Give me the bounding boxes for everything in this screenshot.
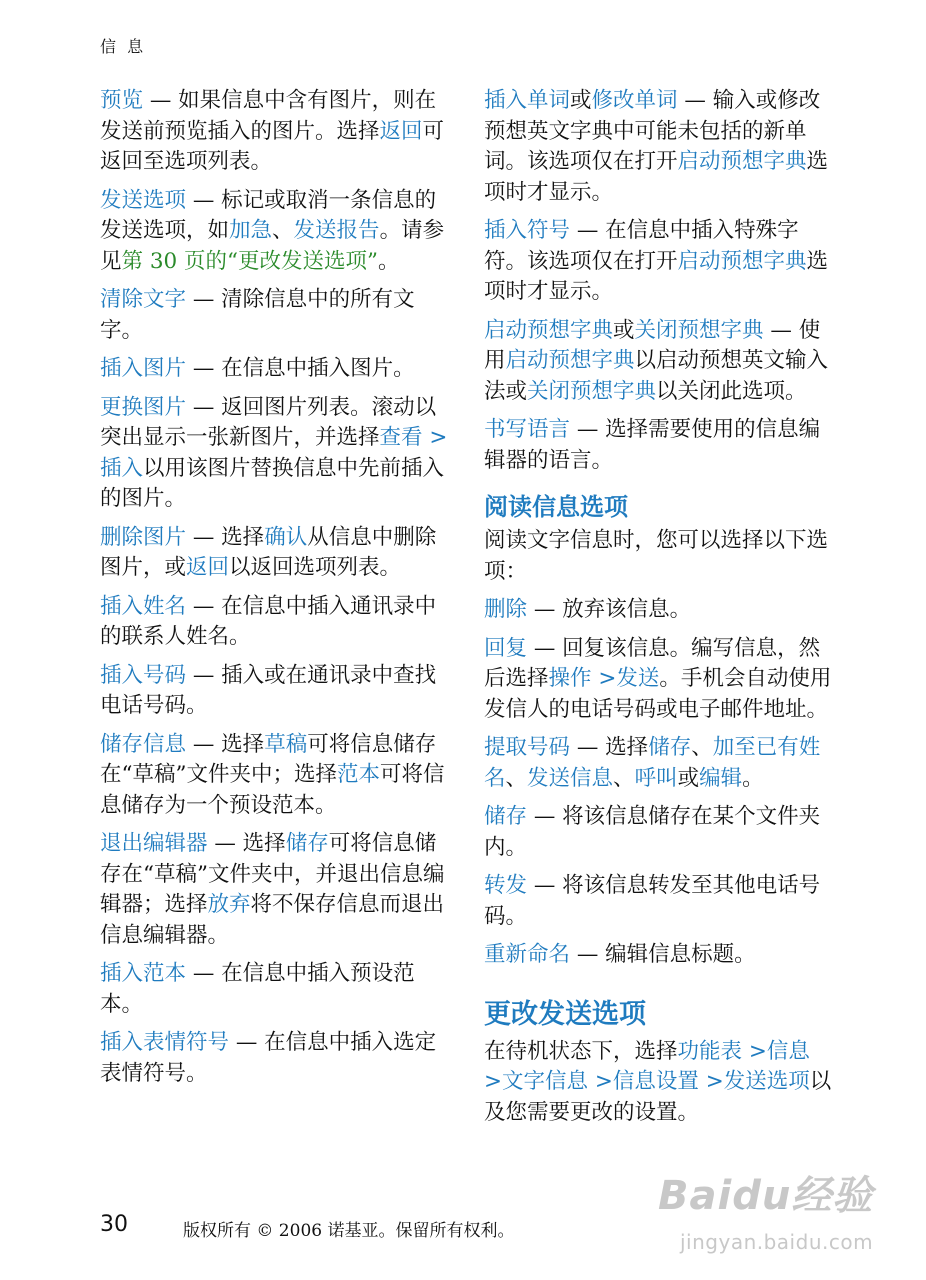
section-intro-read: 阅读文字信息时，您可以选择以下选项： [484,528,829,584]
arrow-separator: > [588,1069,613,1094]
entry-text: — 使用 [484,317,821,373]
entry-text: 。 [742,765,764,791]
term-store: 储存 [484,804,528,829]
kw-save: 储存 [648,735,692,760]
kw-back: 返回 [379,118,423,144]
entry-text: 在待机状态下，选择 [484,1038,678,1064]
entry-text: — 标记或取消一条信息的发送选项，如 [100,187,437,243]
entry-dictionary-toggle [484,316,834,408]
entry-text: — 将该信息转发至其他电话号码。 [484,873,821,929]
section-heading-change-send-options: 更改发送选项 [484,998,646,1030]
term-clear-text: 清除文字 [100,287,187,312]
term-insert-number: 插入号码 [100,662,187,688]
entry-text: 。 [378,248,400,274]
entry-text: 可将信息储存为一个预设范本。 [100,762,445,818]
entry-text: — 在信息中插入特殊字符。该选项仅在打开 [484,218,799,274]
entry-text: — 选择 [186,524,265,550]
entry-text: — 选择 [186,731,265,757]
entry-text: — 编辑信息标题。 [570,942,756,967]
term-save-message: 储存信息 [100,731,187,757]
entry-text: 、 [613,765,635,791]
entry-text: — 在信息中插入通讯录中的联系人姓名。 [100,593,437,649]
entry-rename [484,940,834,971]
kw-text-messages: 文字信息 [502,1069,589,1094]
entry-writing-language [484,415,834,476]
term-delete-picture: 删除图片 [100,524,187,550]
running-title: 信 息 [100,37,147,56]
entry-extract-number [484,733,834,794]
entry-insert-name [100,592,450,653]
entry-text: 从信息中删除图片，或 [100,524,437,580]
copyright-notice: 版权所有 © 2006 诺基亚。保留所有权利。 [183,1221,515,1241]
right-column [484,86,834,1136]
kw-save: 储存 [285,831,329,856]
arrow-separator: > [484,1069,503,1094]
entry-reply [484,634,834,726]
page-number: 30 [100,1212,128,1237]
term-rename: 重新命名 [484,942,571,967]
kw-dictionary-off: 关闭预想字典 [527,378,657,404]
kw-options: 操作 [548,666,592,691]
watermark-logo: Baidu经验 [658,1173,874,1219]
kw-view: 查看 [379,425,423,450]
left-column [100,86,450,1097]
term-change-picture: 更换图片 [100,394,187,420]
entry-text: — 选择 [570,735,649,760]
kw-confirm: 确认 [264,524,308,550]
entry-text: — 在信息中插入选定表情符号。 [100,1030,437,1086]
entry-text: 以用该图片替换信息中先前插入的图片。 [100,455,445,511]
term-extract-number: 提取号码 [484,735,571,760]
kw-edit: 编辑 [699,765,743,791]
term-exit-editor: 退出编辑器 [100,831,208,856]
entry-text: — 插入或在通讯录中查找电话号码。 [100,662,437,718]
term-send-options: 发送选项 [100,187,187,213]
entry-change-picture [100,393,450,515]
kw-send: 发送 [616,666,660,691]
entry-text: 以及您需要更改的设置。 [484,1069,832,1125]
entry-forward [484,871,834,932]
entry-text: — 选择需要使用的信息编辑器的语言。 [484,417,821,473]
entry-text: — 输入或修改预想英文字典中可能未包括的新单词。该选项仅在打开 [484,88,821,174]
entry-text: 可返回至选项列表。 [100,118,445,174]
term-insert-word: 插入单词 [484,88,571,113]
entry-text: — 在信息中插入图片。 [186,356,415,381]
entry-text: 、 [505,765,528,791]
kw-message-settings: 信息设置 [612,1069,699,1094]
entry-text: — 放弃该信息。 [527,597,692,622]
entry-text: 、 [691,735,713,760]
entry-insert-number [100,661,450,722]
entry-insert-template [100,959,450,1020]
kw-back: 返回 [186,555,230,580]
entry-change-send-options [484,1037,834,1129]
entry-text: — 将该信息储存在某个文件夹内。 [484,804,821,860]
kw-delivery-report: 发送报告 [293,218,380,243]
entry-text: 将不保存信息而退出信息编辑器。 [100,892,445,948]
entry-text: — 选择 [207,831,286,856]
entry-text: 可将信息储存在“草稿”文件夹中，并退出信息编辑器；选择 [100,831,445,917]
entry-text: 或 [613,317,635,343]
entry-text: — 如果信息中含有图片，则在发送前预览插入的图片。选择 [100,88,437,144]
kw-enable-dictionary: 启动预想字典 [677,149,807,174]
kw-call: 呼叫 [634,765,678,791]
baidu-watermark [640,1164,910,1264]
term-edit-word: 修改单词 [591,88,678,113]
entry-delete [484,595,834,626]
kw-send-options: 发送选项 [723,1069,810,1094]
kw-messages: 信息 [766,1038,810,1064]
arrow-separator: > [742,1038,767,1064]
term-insert-name: 插入姓名 [100,593,187,619]
term-forward: 转发 [484,873,528,898]
kw-enable-dictionary: 启动预想字典 [677,248,807,274]
entry-save-message [100,730,450,822]
term-preview: 预览 [100,88,144,113]
section-heading-read-options: 阅读信息选项 [484,493,628,521]
entry-text: 或 [570,88,592,113]
term-dictionary-off: 关闭预想字典 [634,317,764,343]
entry-text: 或 [677,765,700,791]
kw-menu: 功能表 [677,1038,743,1064]
entry-text: 以返回选项列表。 [229,555,402,580]
entry-insert-emoticon [100,1028,450,1089]
entry-text: 以启动预想英文输入法或 [484,348,829,404]
term-insert-template: 插入范本 [100,961,187,986]
term-delete: 删除 [484,597,528,622]
entry-insert-symbol [484,216,834,308]
entry-text: 选项时才显示。 [484,149,829,205]
term-dictionary-on: 启动预想字典 [484,317,614,343]
term-insert-picture: 插入图片 [100,356,187,381]
term-reply: 回复 [484,635,528,661]
kw-template: 范本 [336,762,380,787]
entry-text: 。手机会自动使用发信人的电话号码或电子邮件地址。 [484,666,832,722]
entry-clear-text [100,285,450,346]
cross-reference-link[interactable]: 第 30 页的“更改发送选项” [121,248,379,274]
entry-text: — 回复该信息。编写信息，然后选择 [484,635,821,691]
term-insert-emoticon: 插入表情符号 [100,1030,230,1055]
entry-text: — 返回图片列表。滚动以突出显示一张新图片，并选择 [100,394,437,450]
entry-delete-picture [100,523,450,584]
term-insert-symbol: 插入符号 [484,218,571,243]
entry-text: 可将信息储存在“草稿”文件夹中；选择 [100,731,437,787]
term-writing-language: 书写语言 [484,417,571,442]
kw-discard: 放弃 [207,892,251,917]
entry-send-options [100,186,450,278]
arrow-separator: > [698,1069,724,1094]
watermark-url: jingyan.baidu.com [680,1230,874,1254]
kw-urgent: 加急 [229,218,273,243]
entry-text: 以关闭此选项。 [656,378,807,404]
entry-text: 。请参见 [100,218,445,274]
entry-preview [100,86,450,178]
entry-insert-picture [100,354,450,385]
kw-insert: 插入 [100,455,144,481]
kw-add-to-name: 加至已有姓名 [484,735,821,791]
arrow-separator: > [591,666,617,691]
arrow-separator: > [422,425,448,450]
kw-dictionary-on: 启动预想字典 [505,348,635,373]
kw-drafts: 草稿 [264,731,308,757]
entry-text: — 在信息中插入预设范本。 [100,961,415,1017]
entry-text: 选项时才显示。 [484,248,829,304]
entry-text: 、 [272,218,294,243]
entry-store [484,802,834,863]
entry-text: — 清除信息中的所有文字。 [100,287,415,343]
kw-send-message: 发送信息 [527,765,614,791]
entry-insert-word [484,86,834,208]
entry-exit-editor [100,829,450,951]
